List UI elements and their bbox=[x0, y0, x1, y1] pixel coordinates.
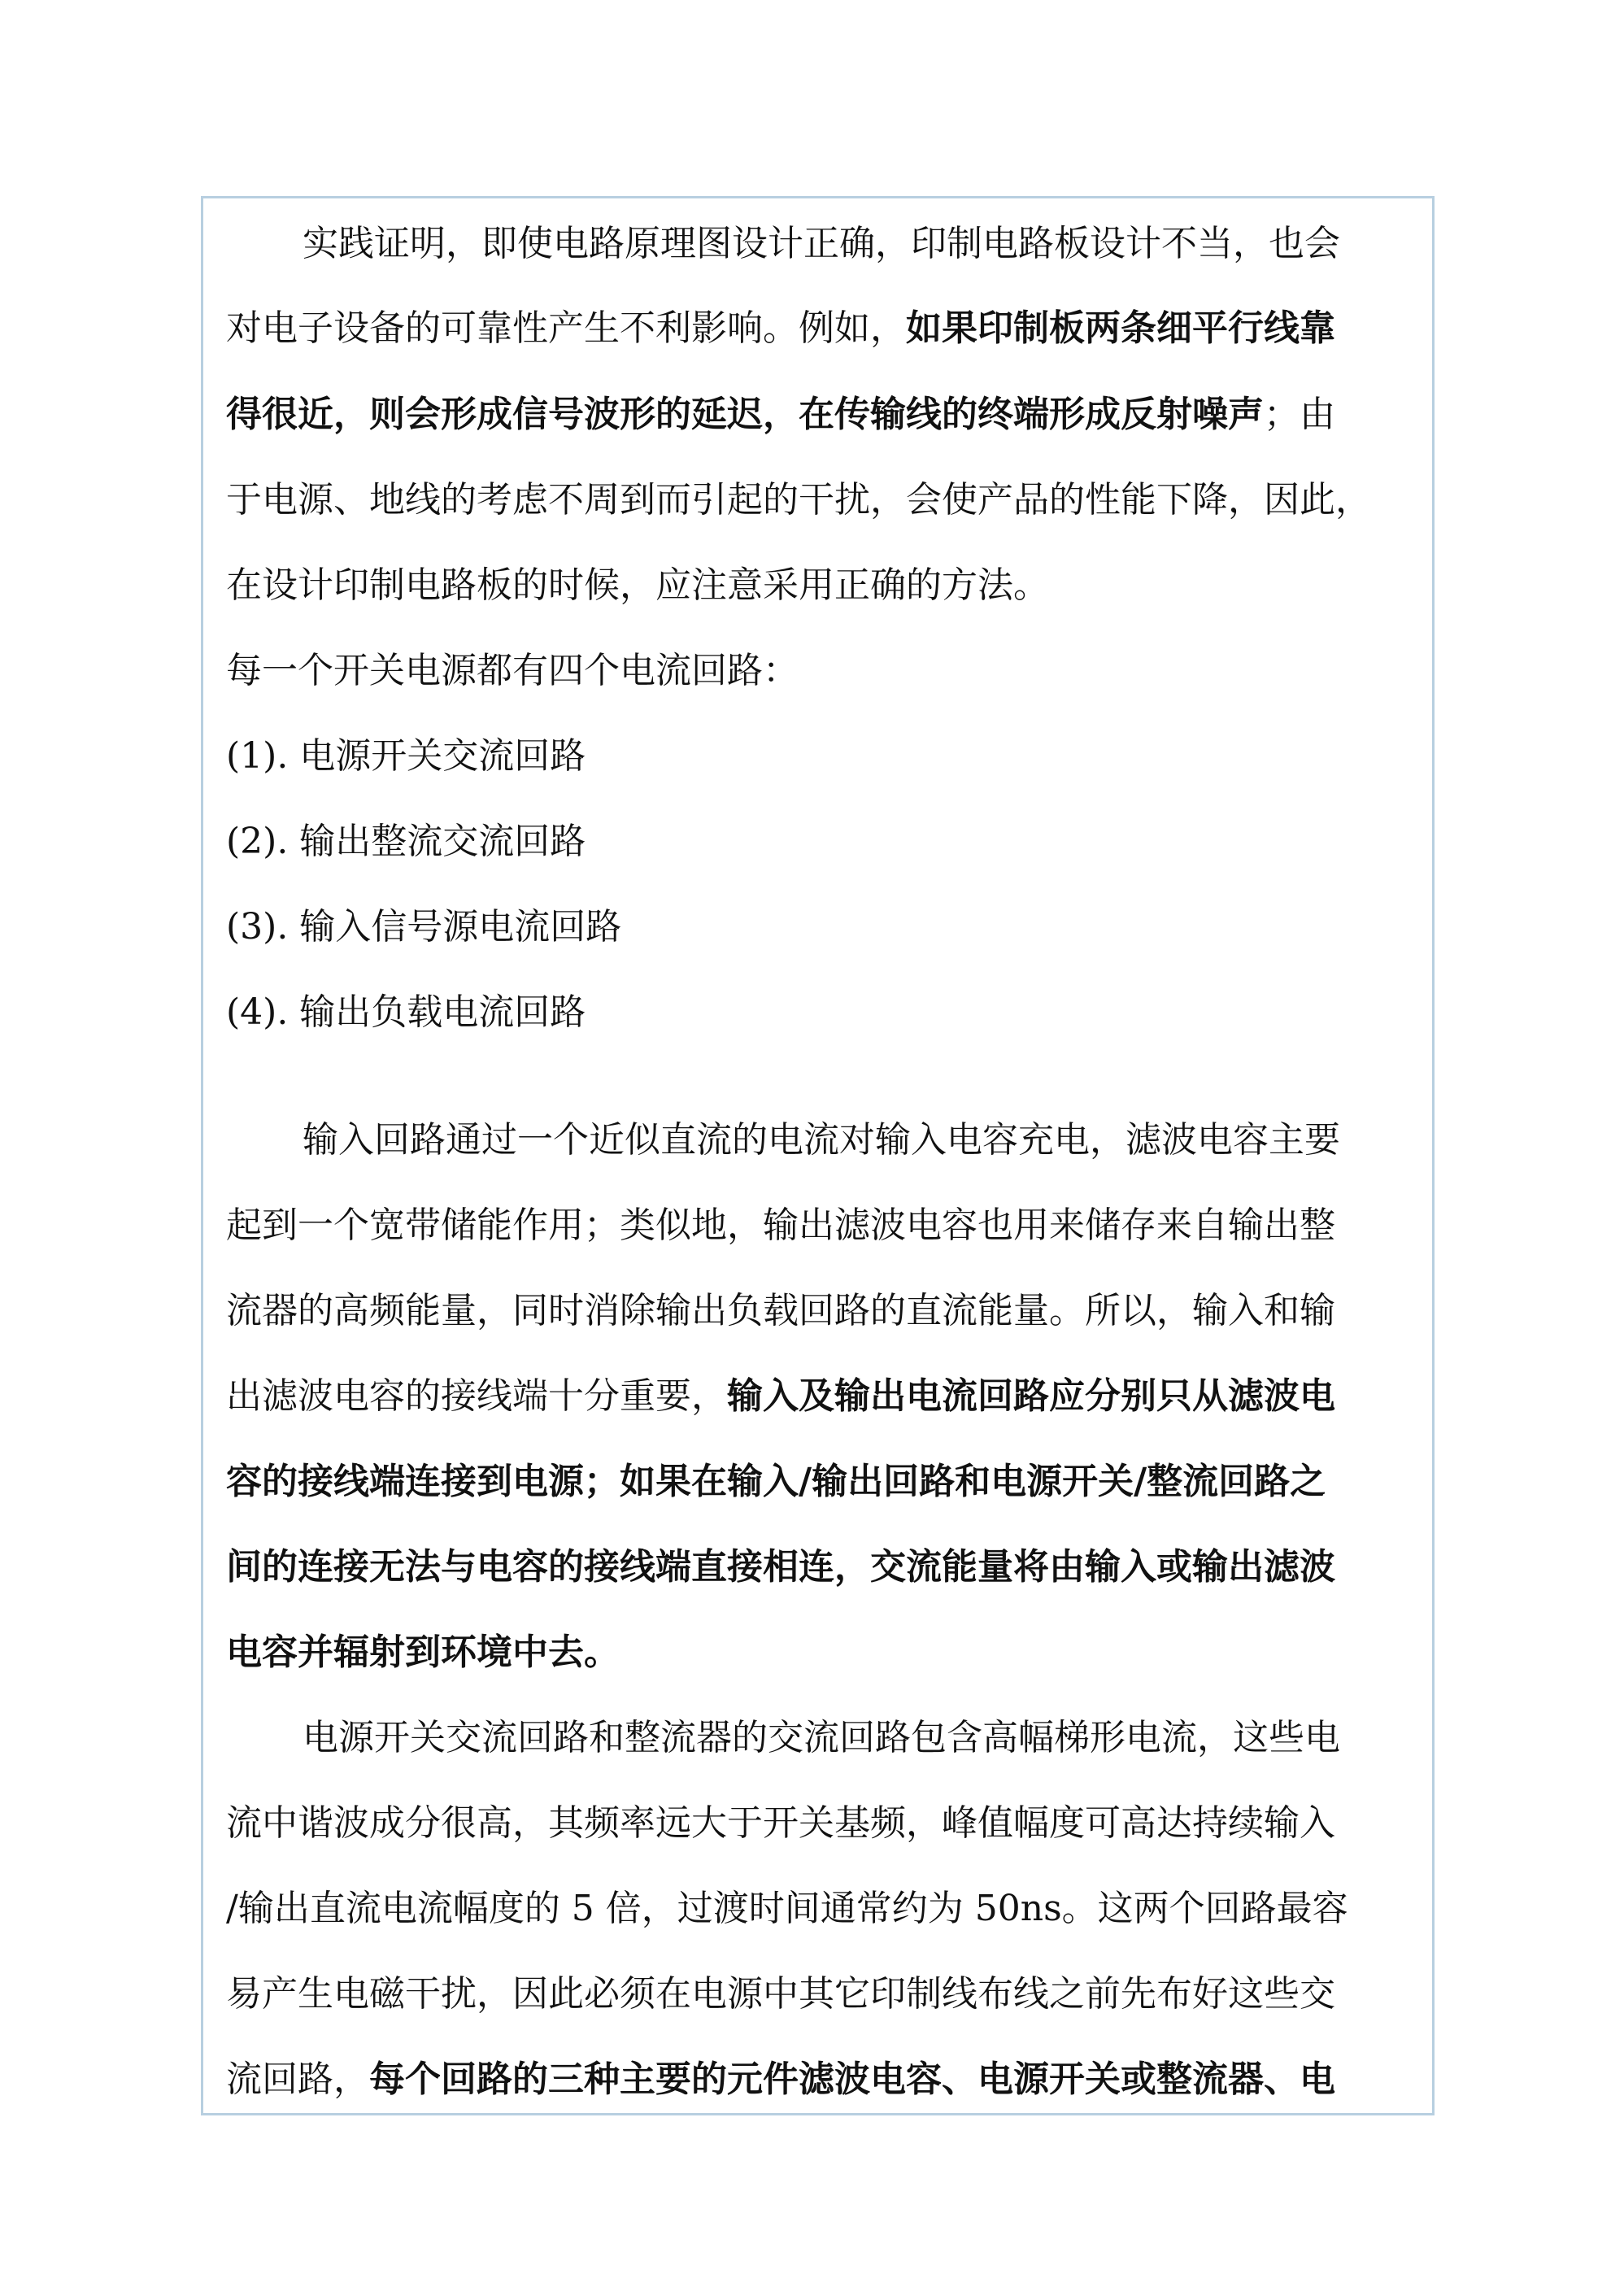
bold-text: 输入及输出电流回路应分别只从滤波电 bbox=[727, 1375, 1335, 1417]
paragraph-3-line-5: 流回路，每个回路的三种主要的元件滤波电容、电源开关或整流器、电 bbox=[226, 2059, 1335, 2100]
paragraph-2-line-4: 出滤波电容的接线端十分重要，输入及输出电流回路应分别只从滤波电 bbox=[226, 1375, 1335, 1417]
list-item-3: (3). 输入信号源电流回路 bbox=[226, 906, 622, 948]
paragraph-2-line-5: 容的接线端连接到电源；如果在输入/输出回路和电源开关/整流回路之 bbox=[226, 1461, 1326, 1502]
bold-text: 得很近，则会形成信号波形的延迟，在传输线的终端形成反射噪声 bbox=[226, 394, 1264, 435]
paragraph-1-line-3: 得很近，则会形成信号波形的延迟，在传输线的终端形成反射噪声；由 bbox=[226, 394, 1335, 435]
list-item-1: (1). 电源开关交流回路 bbox=[226, 735, 586, 777]
paragraph-1-line-5: 在设计印制电路板的时候，应注意采用正确的方法。 bbox=[226, 564, 1049, 606]
paragraph-3-line-2: 流中谐波成分很高，其频率远大于开关基频，峰值幅度可高达持续输入 bbox=[226, 1802, 1335, 1844]
paragraph-2-line-6: 间的连接无法与电容的接线端直接相连，交流能量将由输入或输出滤波 bbox=[226, 1546, 1335, 1588]
paragraph-2-line-3: 流器的高频能量，同时消除输出负载回路的直流能量。所以，输入和输 bbox=[226, 1290, 1335, 1331]
paragraph-2-line-2: 起到一个宽带储能作用；类似地，输出滤波电容也用来储存来自输出整 bbox=[226, 1205, 1335, 1246]
paragraph-1-line-4: 于电源、地线的考虑不周到而引起的干扰，会使产品的性能下降，因此， bbox=[226, 479, 1371, 521]
bold-text: 如果印制板两条细平行线靠 bbox=[906, 307, 1335, 349]
paragraph-1-line-2: 对电子设备的可靠性产生不利影响。例如，如果印制板两条细平行线靠 bbox=[226, 307, 1335, 349]
paragraph-2-line-7: 电容并辐射到环境中去。 bbox=[226, 1632, 620, 1673]
list-item-2: (2). 输出整流交流回路 bbox=[226, 821, 586, 862]
paragraph-3-line-1: 电源开关交流回路和整流器的交流回路包含高幅梯形电流，这些电 bbox=[303, 1717, 1340, 1758]
loops-intro: 每一个开关电源都有四个电流回路： bbox=[226, 650, 799, 691]
paragraph-3-line-3: /输出直流电流幅度的 5 倍，过渡时间通常约为 50ns。这两个回路最容 bbox=[226, 1888, 1348, 1929]
paragraph-1-line-1: 实践证明，即使电路原理图设计正确，印制电路板设计不当，也会 bbox=[303, 223, 1340, 264]
paragraph-2-line-1: 输入回路通过一个近似直流的电流对输入电容充电，滤波电容主要 bbox=[303, 1119, 1340, 1161]
bold-text: 每个回路的三种主要的元件滤波电容、电源开关或整流器、电 bbox=[369, 2059, 1335, 2100]
paragraph-3-line-4: 易产生电磁干扰，因此必须在电源中其它印制线布线之前先布好这些交 bbox=[226, 1973, 1335, 2015]
list-item-4: (4). 输出负载电流回路 bbox=[226, 991, 586, 1033]
